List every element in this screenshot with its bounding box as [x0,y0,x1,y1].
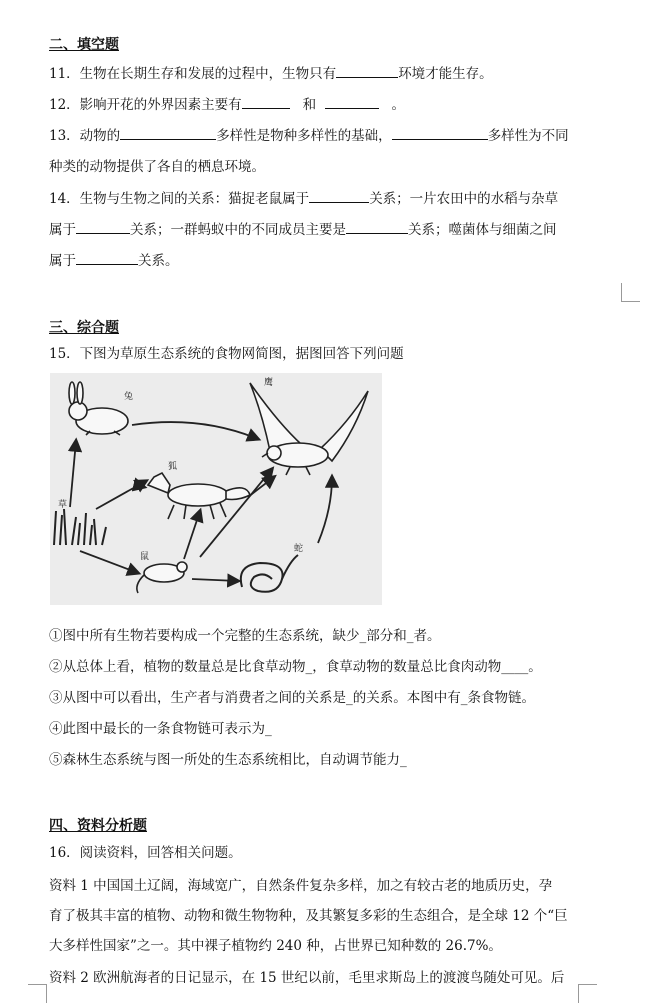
question-15-sub5: ⑤森林生态系统与图一所处的生态系统相比，自动调节能力_ [49,752,407,768]
q11-text-a: 11．生物在长期生存和发展的过程中，生物只有 [49,66,337,82]
material-1-line1: 资料 1 中国国土辽阔，海域宽广，自然条件复杂多样，加之有较古老的地质历史，孕 [49,878,553,894]
eagle-drawing [250,383,368,475]
q13-text-a: 13．动物的 [49,128,121,144]
question-14-line3 [49,249,179,269]
question-16: 16．阅读资料，回答相关问题。 [49,845,242,861]
q11-text-b: 环境才能生存。 [398,66,493,82]
q13-text-c: 多样性为不同 [487,128,569,144]
rabbit-drawing [69,382,128,435]
section-title-comprehensive: 三、综合题 [49,320,119,336]
label-grass: 草 [58,500,68,510]
question-15-sub3: ③从图中可以看出，生产者与消费者之间的关系是_的关系。本图中有_条食物链。 [49,690,535,706]
q12-blank-2 [325,95,379,110]
label-fox: 狐 [168,462,178,472]
q14-text-f: 属于 [49,253,76,269]
label-rabbit: 兔 [124,392,134,402]
label-snake: 蛇 [294,544,304,554]
q14-text-e: 关系；噬菌体与细菌之间 [408,222,557,238]
q13-text-b: 多样性是物种多样性的基础， [216,128,392,144]
snake-drawing [241,555,298,592]
question-13-line2 [49,155,265,175]
material-1-line3: 大多样性国家”之一。其中裸子植物约 240 种，占世界已知种数的 26.7%。 [49,938,502,954]
q14-text-c: 属于 [49,222,76,238]
crop-mark-bottom-right [578,984,597,1003]
question-15-sub4: ④此图中最长的一条食物链可表示为_ [49,721,272,737]
label-mouse: 鼠 [140,552,150,562]
label-eagle: 鹰 [264,378,274,388]
q14-text-g: 关系。 [138,253,179,269]
q14-blank-3 [346,220,408,235]
q12-text-c: 。 [391,97,406,113]
q14-blank-4 [76,251,138,266]
q14-blank-2 [76,220,130,235]
q12-blank-1 [242,95,290,110]
section-title-fill-blank: 二、填空题 [49,37,119,53]
material-2-line1: 资料 2 欧洲航海者的日记显示，在 15 世纪以前，毛里求斯岛上的渡渡鸟随处可见。后 [49,970,565,986]
q14-text-a: 14．生物与生物之间的关系：猫捉老鼠属于 [49,191,310,207]
q14-text-d: 关系；一群蚂蚁中的不同成员主要是 [130,222,346,238]
q13-blank-1 [120,126,216,141]
question-14-line2 [49,218,557,238]
section-title-material-analysis: 四、资料分析题 [49,818,147,834]
question-13-line1 [49,124,569,144]
question-15-sub2: ②从总体上看，植物的数量总是比食草动物_，食草动物的数量总比食肉动物____。 [49,659,542,675]
question-15-sub1: ①图中所有生物若要构成一个完整的生态系统，缺少_部分和_者。 [49,628,441,644]
grass-drawing [54,509,106,545]
q12-text-b: 和 [302,97,317,113]
question-15: 15．下图为草原生态系统的食物网简图，据图回答下列问题 [49,346,404,362]
q13-text-d: 种类的动物提供了各自的栖息环境。 [49,159,265,175]
q11-blank [336,64,398,79]
crop-mark-bottom-left [28,984,47,1003]
mouse-drawing [137,562,187,593]
material-1-line2: 育了极其丰富的植物、动物和微生物物种，及其繁复多彩的生态组合，是全球 12 个“巨 [49,908,568,924]
food-web-figure [50,373,382,605]
q13-blank-2 [392,126,488,141]
question-12 [49,93,405,113]
q12-text-a: 12．影响开花的外界因素主要有 [49,97,242,113]
q14-text-b: 关系；一片农田中的水稻与杂草 [369,191,559,207]
question-11 [49,62,493,82]
crop-mark-top-right [621,283,640,302]
question-14-line1 [49,187,558,207]
q14-blank-1 [309,189,369,204]
